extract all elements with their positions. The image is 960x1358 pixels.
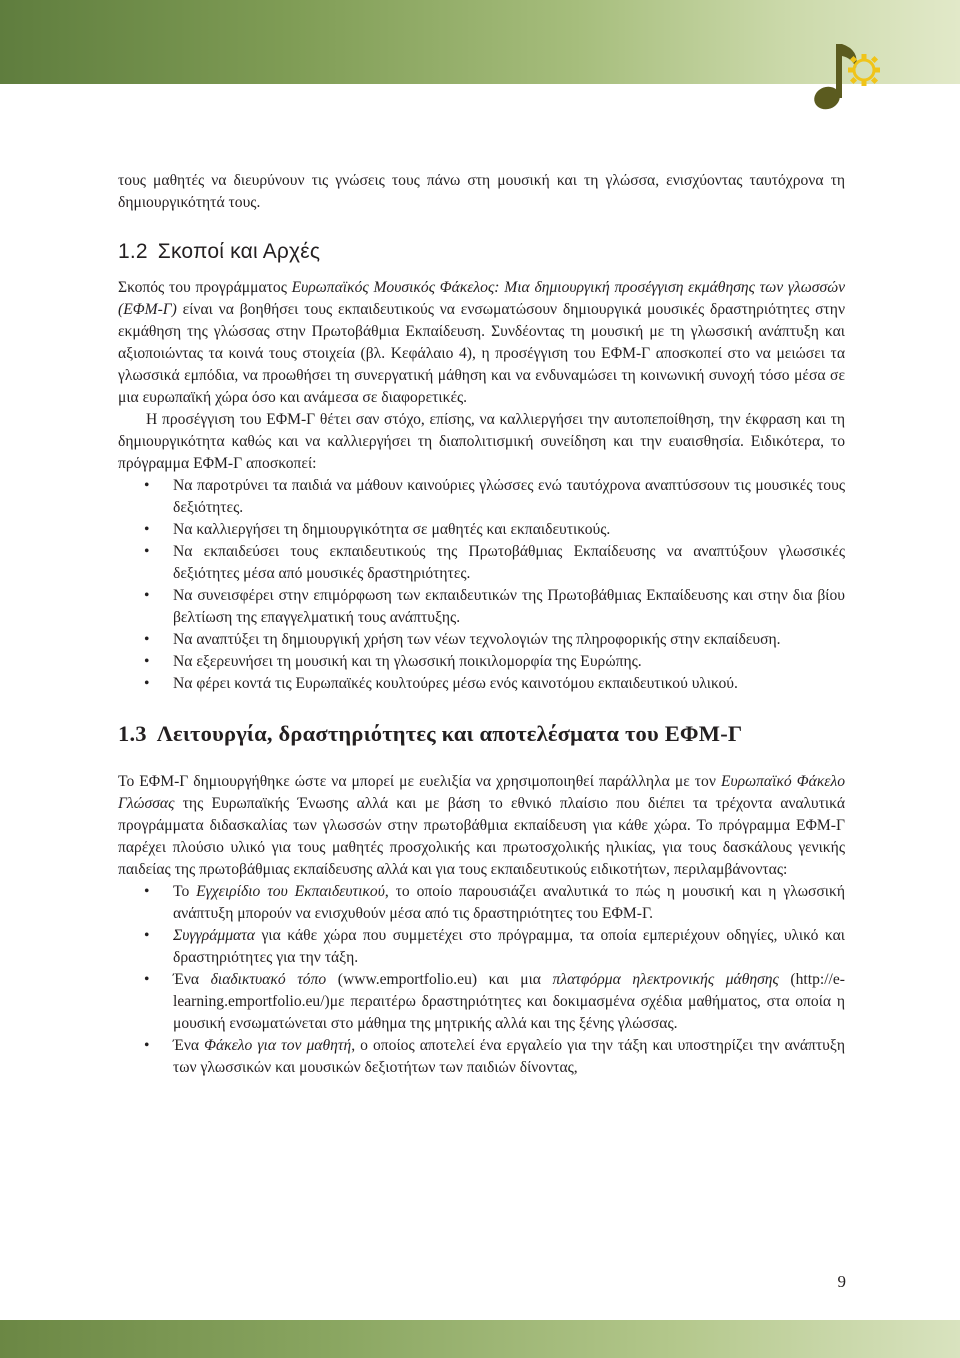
section-1-3-paragraph-1 [118,771,845,881]
list-item [118,881,845,925]
list-item-text: Να αναπτύξει τη δημιουργική χρήση των νέων τεχνολογιών της πληροφορικής στην εκπαίδευση. [173,631,781,648]
list-item-text: Να εκπαιδεύσει τους εκπαιδευτικούς της Πρωτοβάθμιας Εκπαίδευσης να αναπτύξουν γλωσσικές δεξιότητες μέσα από μουσικές δραστηριότητες. [173,543,845,582]
list-item [118,673,845,695]
footer-band [0,1320,960,1358]
text-run: (www.emportfolio.eu) και μια [326,971,553,988]
text-run: είναι να βοηθήσει τους εκπαιδευτικούς να ενσωματώσουν δημιουργικά μουσικές δραστηριότητες στην εκμάθηση της γλώσσας στην Πρωτοβάθμια Εκπαίδευση. Συνδέοντας τη μουσική με τη γλωσσική ανάπτυξη και αξιοποιώντας τα κοινά τους στοιχεία (βλ. Κεφάλαιο 4), η προσέγγιση του ΕΦΜ-Γ αποσκοπεί στο να μειώσει τα γλωσσικά εμπόδια, να προωθήσει τη συνεργατική μάθηση και να ενδυναμώσει τη κοινωνική συνοχή τόσο μέσα σε μια ευρωπαϊκή χώρα όσο και ανάμεσα σε διαφορετικές. [118,301,845,406]
bullet-icon: • [144,653,150,670]
text-run: , ο οποίος αποτελεί ένα εργαλείο για την τάξη και υποστηρίζει την ανάπτυξη των γλωσσικών και μουσικών δεξιοτήτων των παιδιών δίνοντας, [173,1037,845,1076]
bullet-icon: • [144,631,150,648]
bullet-icon: • [144,675,150,692]
list-item [118,519,845,541]
page-content [118,170,845,1079]
list-item-text: Να εξερευνήσει τη μουσική και τη γλωσσική ποικιλομορφία της Ευρώπης. [173,653,642,670]
list-item [118,475,845,519]
list-item-text: Να παροτρύνει τα παιδιά να μάθουν καινούριες γλώσσες ενώ ταυτόχρονα αναπτύσσουν τις μουσικές τους δεξιότητες. [173,477,845,516]
aims-list [118,475,845,695]
section-1-2-paragraph-1 [118,277,845,409]
text-run: για κάθε χώρα που συμμετέχει στο πρόγραμμα, τα οποία εμπεριέχουν οδηγίες, υλικό και δραστηριότητες για την τάξη. [173,927,845,966]
italic-term: Εγχειρίδιο του Εκπαιδευτικού [196,883,385,900]
bullet-icon: • [144,521,150,538]
text-run: της Ευρωπαϊκής Ένωσης αλλά και με βάση το εθνικό πλαίσιο που διέπει τα τρέχοντα αναλυτικά προγράμματα διδασκαλίας των γλωσσών στην πρωτοβάθμια εκπαίδευση για κάθε χώρα. Το πρόγραμμα ΕΦΜ-Γ παρέχει πλούσιο υλικό για τους μαθητές προσχολικής και πρωτοσχολικής ηλικίας, για τους δασκάλους γενικής παιδείας της πρωτοβάθμιας εκπαίδευσης αλλά και για τους εκπαιδευτικούς ειδικοτήτων, περιλαμβάνοντας: [118,795,845,878]
text-run: Σκοπός του προγράμματος [118,279,292,296]
list-item [118,541,845,585]
intro-paragraph: τους μαθητές να διευρύνουν τις γνώσεις τους πάνω στη μουσική και τη γλώσσα, ενισχύοντας ταυτόχρονα τη δημιουργικότητά τους. [118,172,845,211]
list-item-text: Να καλλιεργήσει τη δημιουργικότητα σε μαθητές και εκπαιδευτικούς. [173,521,611,538]
bullet-icon: • [144,971,150,988]
section-heading-1-2 [118,241,845,263]
text-run: , το οποίο παρουσιάζει αναλυτικά το πώς η μουσική και η γλωσσική ανάπτυξη μπορούν να ενισχυθούν μέσα από τις δραστηριότητες του ΕΦΜ-Γ. [173,883,846,922]
list-item [118,629,845,651]
bullet-icon: • [144,543,150,560]
section-1-2-paragraph-2: Η προσέγγιση του ΕΦΜ-Γ θέτει σαν στόχο, επίσης, να καλλιεργήσει την αυτοπεποίθηση, την έκφραση και τη δημιουργικότητα καθώς και να καλλιεργήσει τη διαπολιτισμική συνείδηση και την ευαισθησία. Ειδικότερα, το πρόγραμμα ΕΦΜ-Γ αποσκοπεί: [118,411,845,472]
list-item [118,651,845,673]
list-item-text: Να φέρει κοντά τις Ευρωπαϊκές κουλτούρες μέσω ενός καινοτόμου εκπαιδευτικού υλικού. [173,675,738,692]
bullet-icon: • [144,883,150,900]
text-run: Ένα [173,1037,205,1054]
text-run: (http://e-learning.emportfolio.eu/)με περαιτέρω δραστηριότητες και δοκιμασμένα σχέδια μαθήματος, στα οποία η μουσική ενσωματώνεται στο μάθημα της μητρικής αλλά και της ξένης γλώσσας. [173,971,845,1032]
text-run: Το [173,883,197,900]
bullet-icon: • [144,477,150,494]
list-item [118,925,845,969]
list-item [118,585,845,629]
page-number: 9 [837,1272,846,1291]
section-number: 1.2 [118,240,148,263]
italic-term: Συγγράμματα [173,927,255,944]
text-run: Ένα [173,971,211,988]
portfolio-title-italic: Ευρωπαϊκό Φάκελο Γλώσσας [118,773,845,812]
bullet-icon: • [144,587,150,604]
music-note-gear-logo-icon [808,40,888,120]
materials-list [118,881,845,1079]
program-title-italic: Ευρωπαϊκός Μουσικός Φάκελος: Μια δημιουργική προσέγγιση εκμάθησης των γλωσσών (ΕΦΜ-Γ) [118,279,845,318]
bullet-icon: • [144,927,150,944]
section-title: Σκοποί και Αρχές [157,240,321,263]
bullet-icon: • [144,1037,150,1054]
list-item-text: Να συνεισφέρει στην επιμόρφωση των εκπαιδευτικών της Πρωτοβάθμιας Εκπαίδευσης και στην δια βίου βελτίωση της επαγγελματική τους ανάπτυξης. [173,587,845,626]
list-item [118,1035,845,1079]
text-run: Το ΕΦΜ-Γ δημιουργήθηκε ώστε να μπορεί με ευελιξία να χρησιμοποιηθεί παράλληλα με τον [118,773,721,790]
section-number: 1.3 [118,721,147,746]
section-heading-1-3 [118,723,845,745]
italic-term: Φάκελο για τον μαθητή [204,1037,352,1054]
list-item [118,969,845,1035]
section-title: Λειτουργία, δραστηριότητες και αποτελέσματα του ΕΦΜ-Γ [156,721,743,746]
italic-term: διαδικτυακό τόπο [210,971,327,988]
italic-term: πλατφόρμα ηλεκτρονικής μάθησης [552,971,779,988]
